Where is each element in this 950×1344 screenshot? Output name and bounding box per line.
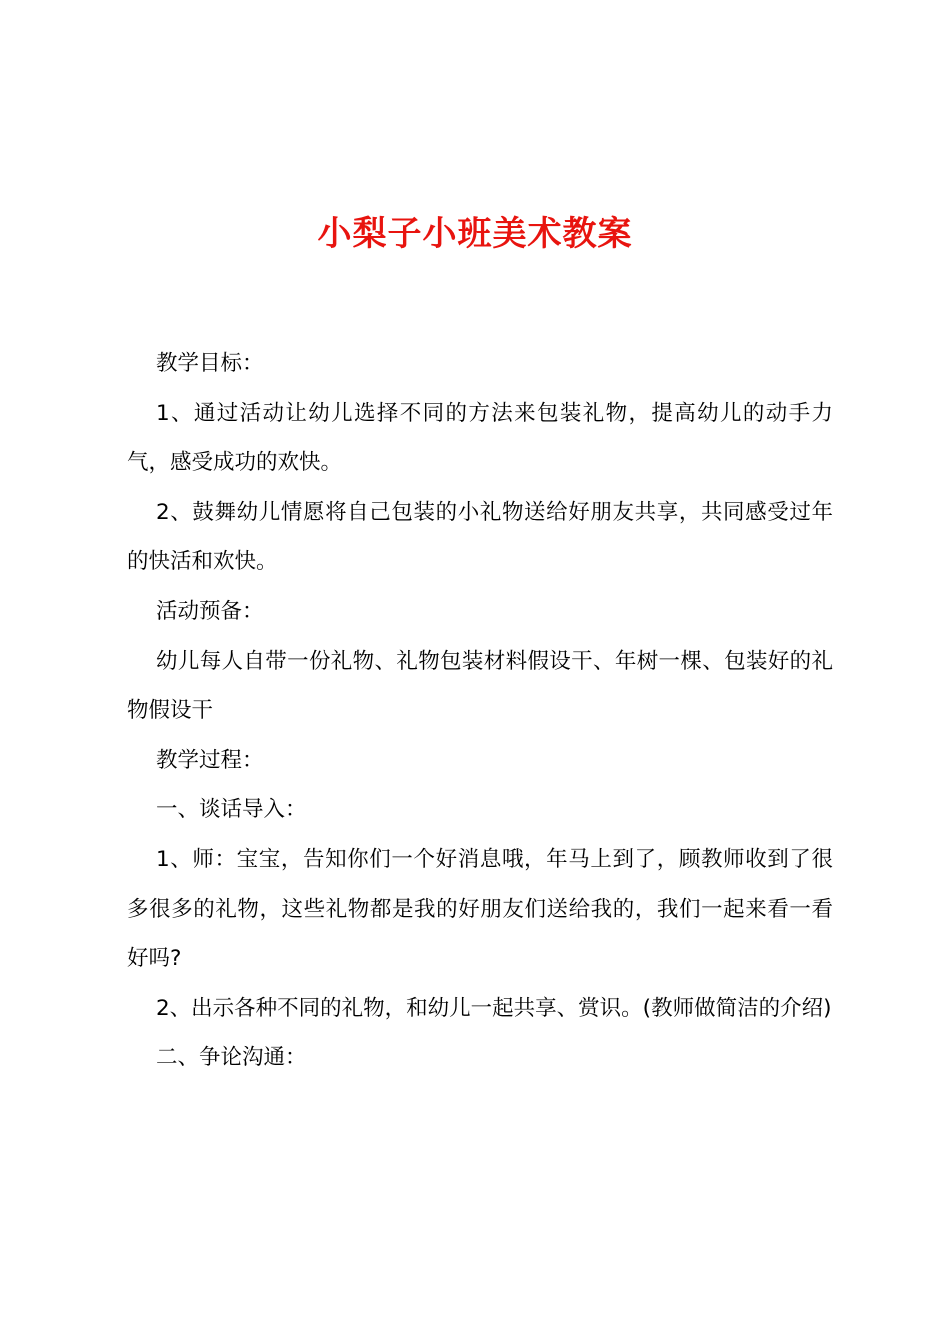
paragraph-process-2: 2、出示各种不同的礼物，和幼儿一起共享、赏识。(教师做简洁的介绍) [156,995,832,1021]
paragraph-goal-1: 1、通过活动让幼儿选择不同的方法来包装礼物，提高幼儿的动手力气，感受成功的欢快。 [127,400,833,476]
document-body [127,339,833,1083]
section-heading-preparation: 活动预备： [156,598,264,624]
subsection-heading-intro: 一、谈话导入： [156,797,307,823]
subsection-heading-discussion: 二、争论沟通： [156,1045,307,1071]
paragraph-process-1: 1、师：宝宝，告知你们一个好消息哦，年马上到了，顾教师收到了很多很多的礼物，这些礼物都是我的好朋友们送给我的，我们一起来看一看好吗? [127,846,833,972]
paragraph-goal-2: 2、鼓舞幼儿情愿将自己包装的小礼物送给好朋友共享，共同感受过年的快活和欢快。 [127,499,833,575]
paragraph-preparation: 幼儿每人自带一份礼物、礼物包装材料假设干、年树一棵、包装好的礼物假设干 [127,648,833,724]
section-heading-process: 教学过程： [156,747,264,773]
document-title: 小梨子小班美术教案 [317,214,633,254]
section-heading-goals: 教学目标： [156,351,264,376]
